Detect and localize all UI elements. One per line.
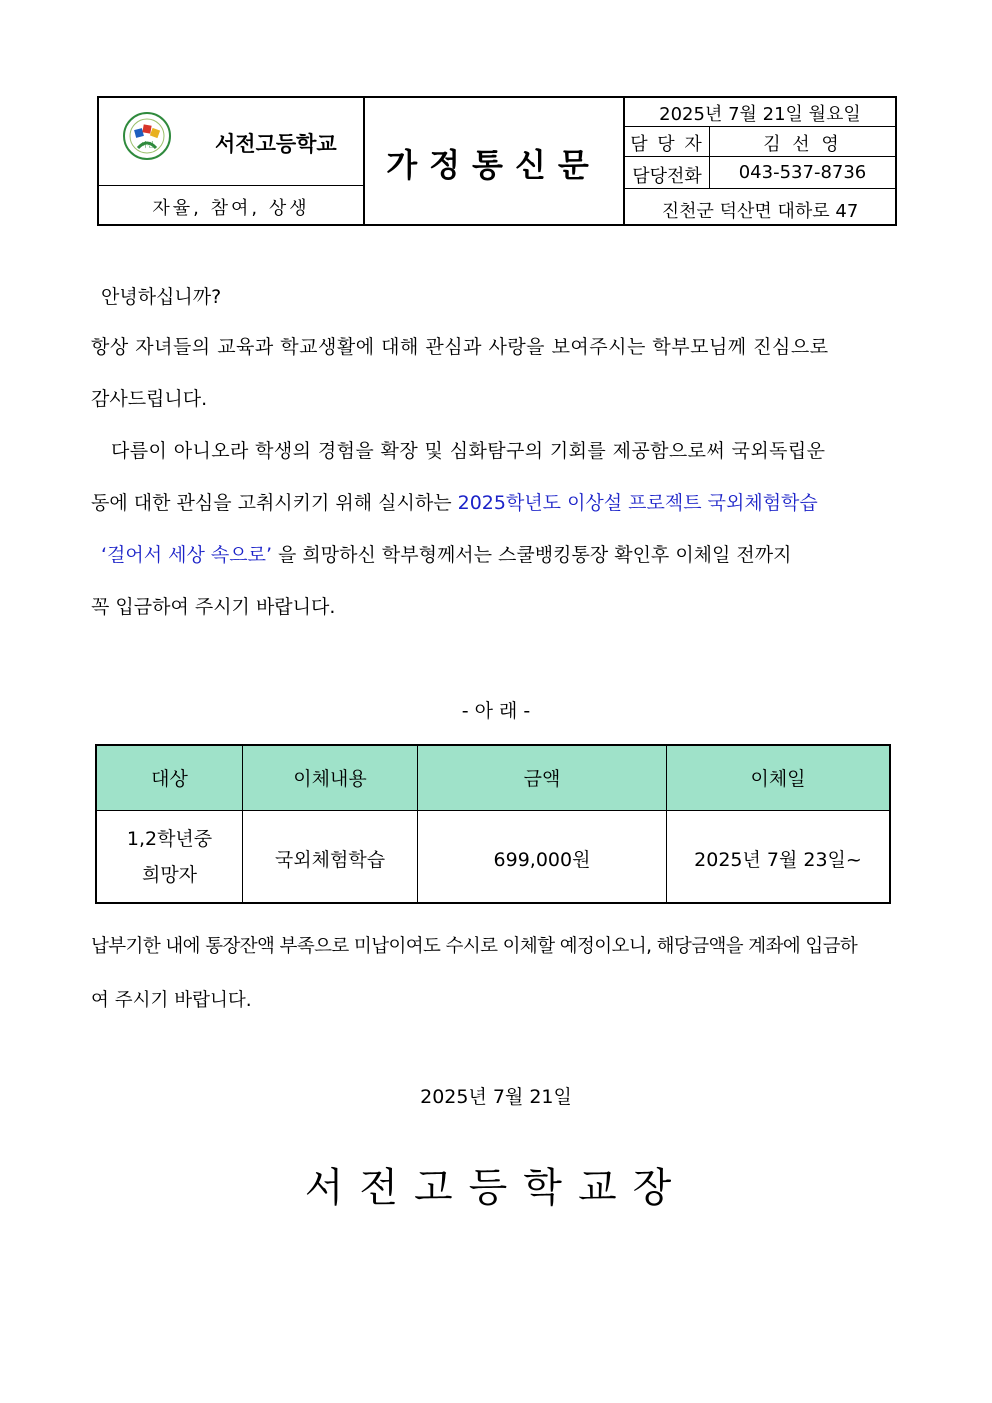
header-table xyxy=(97,96,897,226)
school-address: 진천군 덕산면 대하로 47 xyxy=(661,201,859,222)
body-text: 을 희망하신 학부형께서는 스쿨뱅킹통장 확인후 이체일 전까지 xyxy=(272,544,792,566)
divider xyxy=(623,126,895,127)
school-motto: 자율, 참여, 상생 xyxy=(152,198,310,219)
payment-table xyxy=(95,744,891,904)
principal-signature: 서전고등학교장 xyxy=(304,1165,688,1211)
body-text: 동에 대한 관심을 고취시키기 위해 실시하는 xyxy=(91,492,458,514)
body-line xyxy=(91,488,818,515)
col-header-target: 대상 xyxy=(151,768,188,790)
cell-date: 2025년 7월 23일~ xyxy=(694,849,862,871)
body-line: 감사드립니다. xyxy=(91,388,208,410)
divider xyxy=(623,188,895,189)
notice-line: 납부기한 내에 통장잔액 부족으로 미납이여도 수시로 이체할 예정이오니, 해당금액을 계좌에 입금하 xyxy=(91,936,858,957)
col-header-date: 이체일 xyxy=(750,768,806,790)
body-line: 다름이 아니오라 학생의 경험을 확장 및 심화탐구의 기회를 제공함으로써 국외독립운 xyxy=(111,440,826,462)
body-line: 항상 자녀들의 교육과 학교생활에 대해 관심과 사랑을 보여주시는 학부모님께 진심으로 xyxy=(91,336,829,358)
school-name: 서전고등학교 xyxy=(215,132,337,156)
program-title: ‘걸어서 세상 속으로’ xyxy=(101,544,272,566)
manager-name: 김 선 영 xyxy=(763,134,842,155)
logo-text: 서전 xyxy=(140,141,154,149)
page-title: 가정통신문 xyxy=(386,146,601,184)
cell-amount: 699,000원 xyxy=(493,849,591,871)
phone-number: 043-537-8736 xyxy=(738,162,867,183)
cell-target-line1: 1,2학년중 xyxy=(126,828,213,850)
body-line: 꼭 입금하여 주시기 바랍니다. xyxy=(91,596,336,618)
issue-date: 2025년 7월 21일 월요일 xyxy=(659,104,861,125)
school-logo-icon xyxy=(123,112,171,160)
notice-line: 여 주시기 바랍니다. xyxy=(91,990,252,1011)
divider xyxy=(99,185,363,186)
col-header-amount: 금액 xyxy=(523,768,561,790)
note-heading: - 아 래 - xyxy=(461,700,531,722)
divider xyxy=(623,156,895,157)
manager-label: 담 당 자 xyxy=(630,134,704,155)
cell-target-line2: 희망자 xyxy=(141,864,198,886)
cell-content: 국외체험학습 xyxy=(274,849,386,871)
body-line xyxy=(101,540,791,567)
closing-date: 2025년 7월 21일 xyxy=(420,1086,572,1108)
greeting: 안녕하십니까? xyxy=(101,286,222,308)
col-header-content: 이체내용 xyxy=(293,768,367,790)
divider xyxy=(97,810,889,811)
program-name: 2025학년도 이상설 프로젝트 국외체험학습 xyxy=(457,492,818,514)
phone-label: 담당전화 xyxy=(632,166,702,187)
